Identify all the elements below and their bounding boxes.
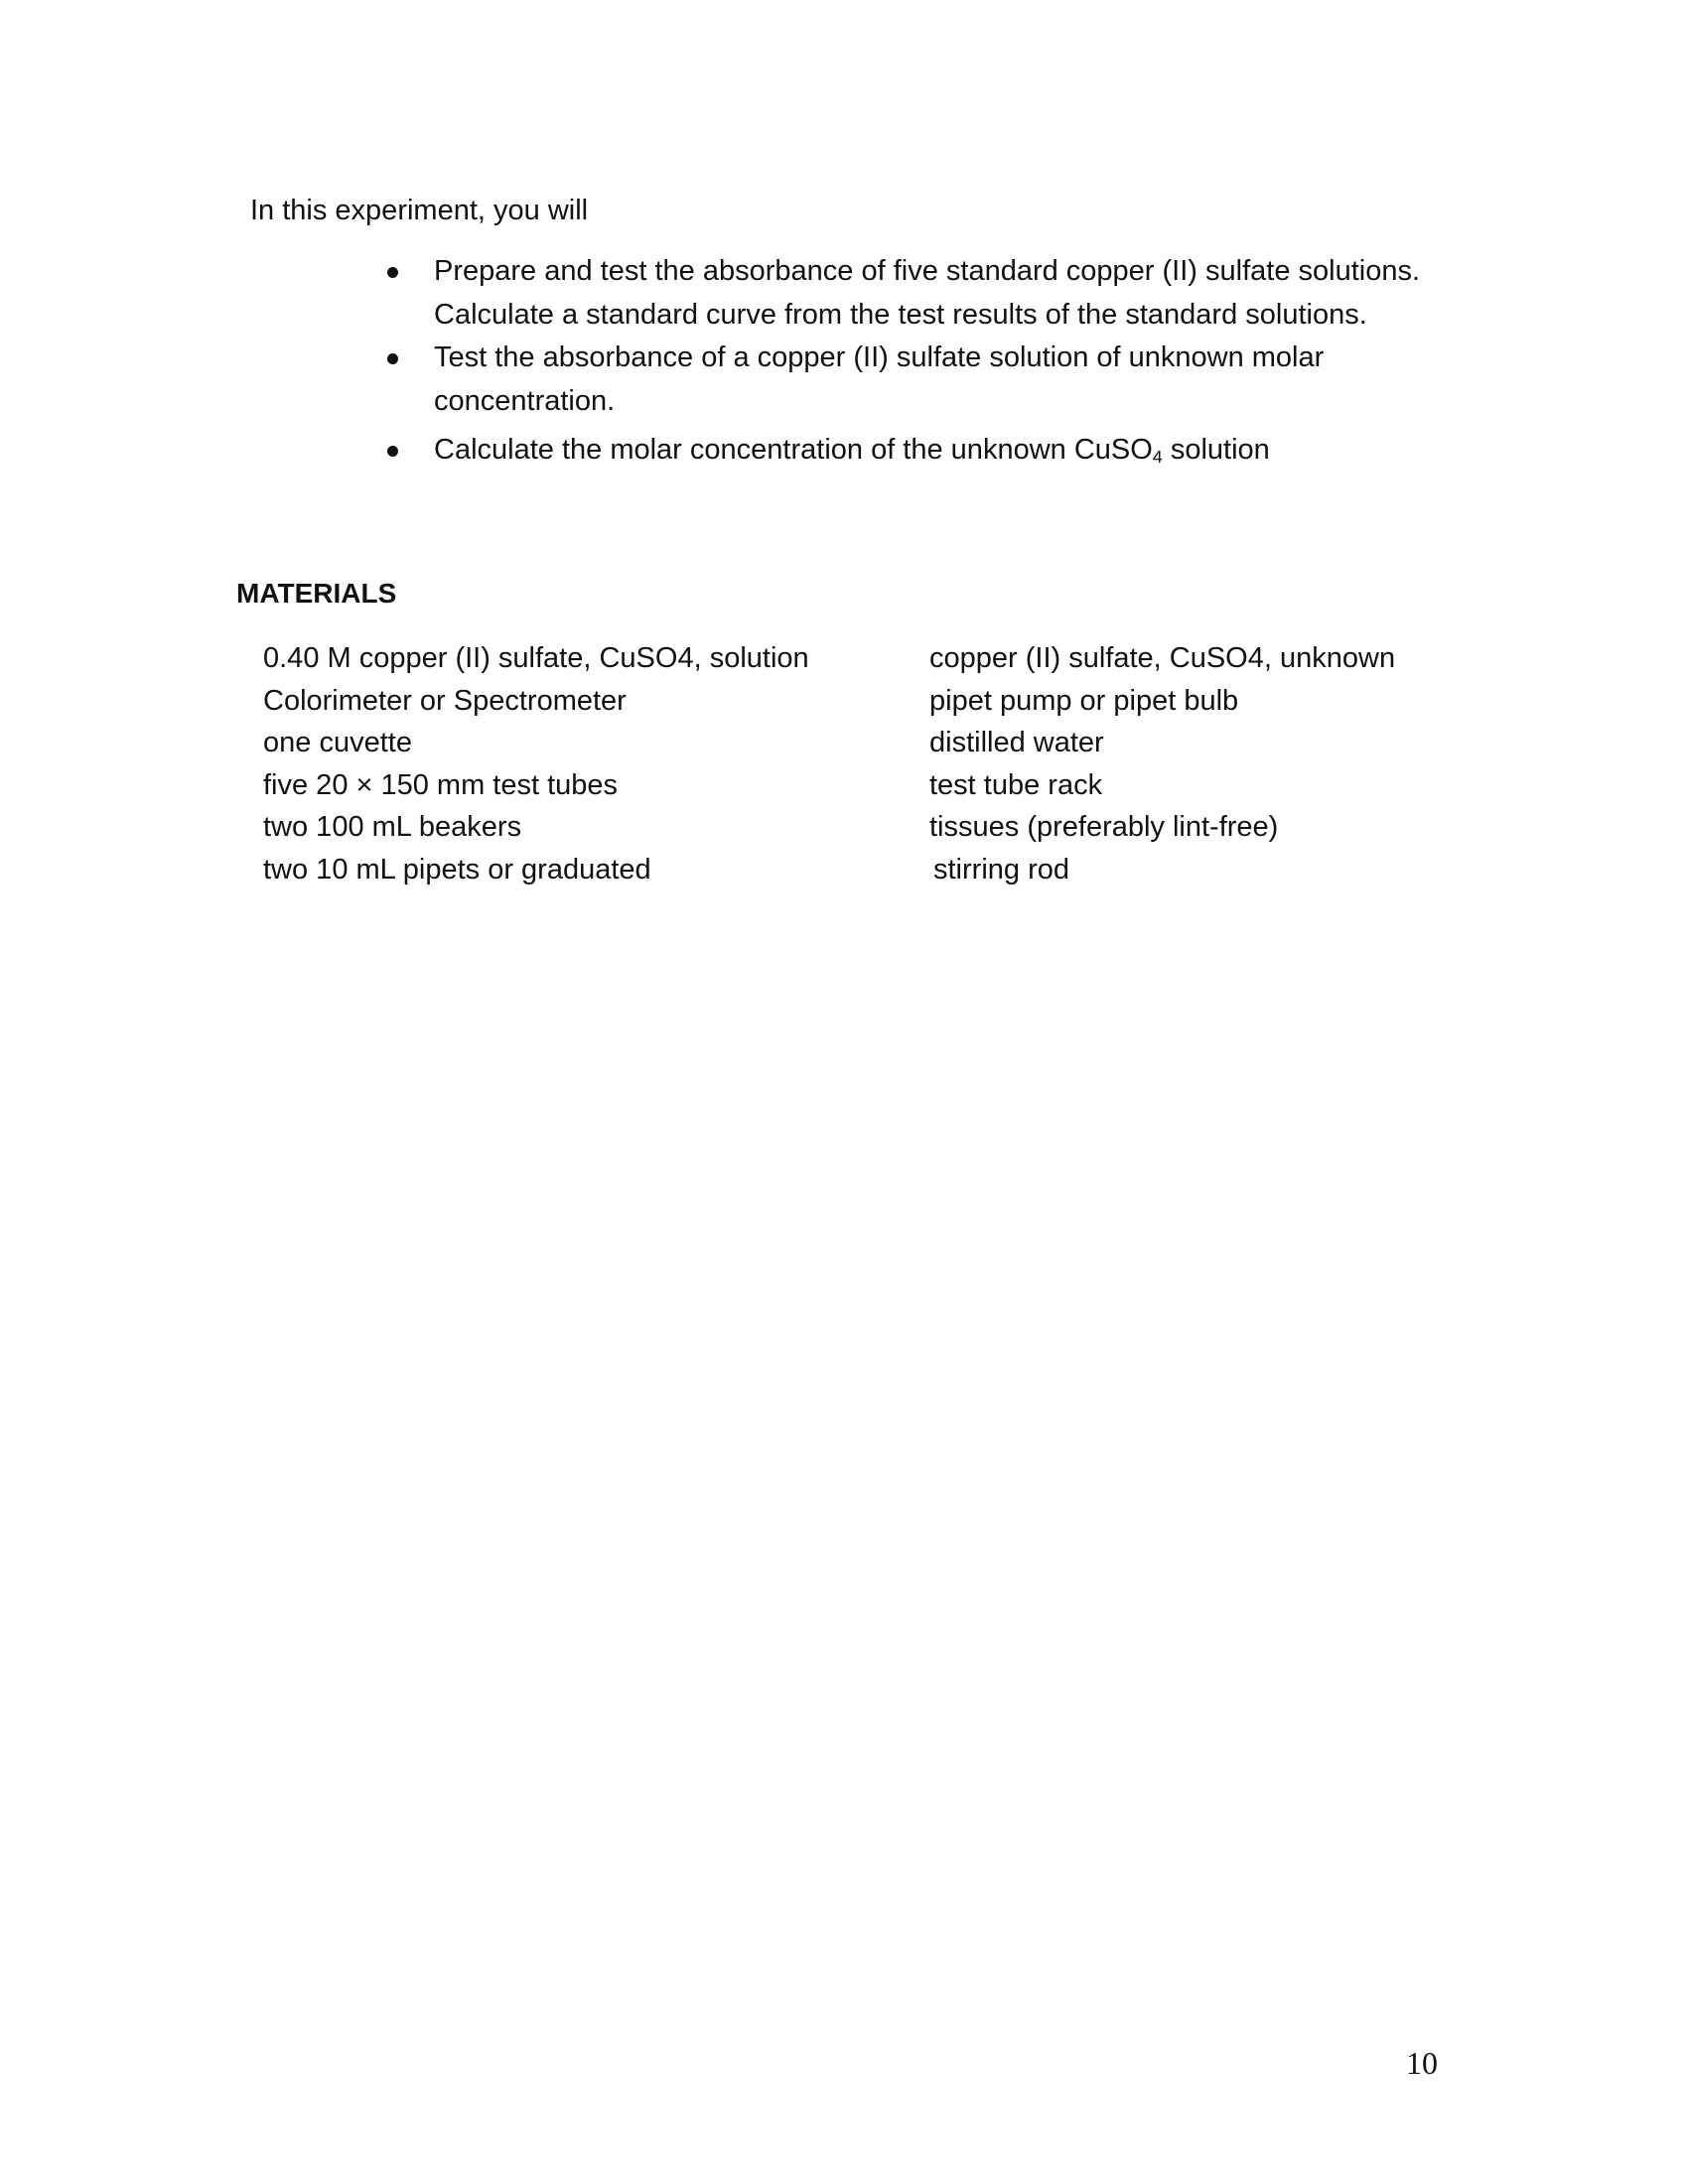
material-item: two 100 mL beakers xyxy=(263,811,522,843)
intro-text: In this experiment, you will xyxy=(250,195,589,226)
materials-list-left xyxy=(263,637,879,890)
bullet-icon xyxy=(387,353,398,364)
objective-text-part: solution xyxy=(1162,434,1270,466)
material-item: one cuvette xyxy=(263,727,412,758)
material-item: test tube rack xyxy=(929,768,1103,801)
material-item: Colorimeter or Spectrometer xyxy=(263,684,627,717)
material-item: copper (II) sulfate, CuSO4, unknown xyxy=(929,642,1396,674)
material-item: two 10 mL pipets or graduated xyxy=(263,853,651,886)
objective-text: Prepare and test the absorbance of five standard copper (II) sulfate solutions. Calculate a standard curve from the test results of the standard solutions. xyxy=(434,255,1421,331)
material-item: tissues (preferably lint-free) xyxy=(929,811,1279,843)
material-item: pipet pump or pipet bulb xyxy=(929,684,1239,717)
materials-list-right xyxy=(929,637,1485,890)
material-item: stirring rod xyxy=(933,853,1069,886)
material-item: distilled water xyxy=(929,727,1104,758)
materials-heading: MATERIALS xyxy=(236,578,397,609)
objective-text: Test the absorbance of a copper (II) sulfate solution of unknown molar concentration. xyxy=(434,341,1325,417)
objective-text-part: Calculate the molar concentration of the unknown CuSO xyxy=(434,434,1153,466)
page-number: 10 xyxy=(1406,2045,1438,2081)
objectives-list xyxy=(379,250,1452,473)
bullet-icon xyxy=(387,267,398,278)
objective-item xyxy=(379,250,1452,337)
subscript-number: 4 xyxy=(1152,446,1163,467)
bullet-icon xyxy=(387,446,398,457)
material-item: five 20 × 150 mm test tubes xyxy=(263,768,619,801)
material-item: 0.40 M copper (II) sulfate, CuSO4, solution xyxy=(263,642,809,674)
objective-item xyxy=(379,429,1452,473)
objective-text xyxy=(434,434,1270,466)
objective-item xyxy=(379,337,1452,423)
